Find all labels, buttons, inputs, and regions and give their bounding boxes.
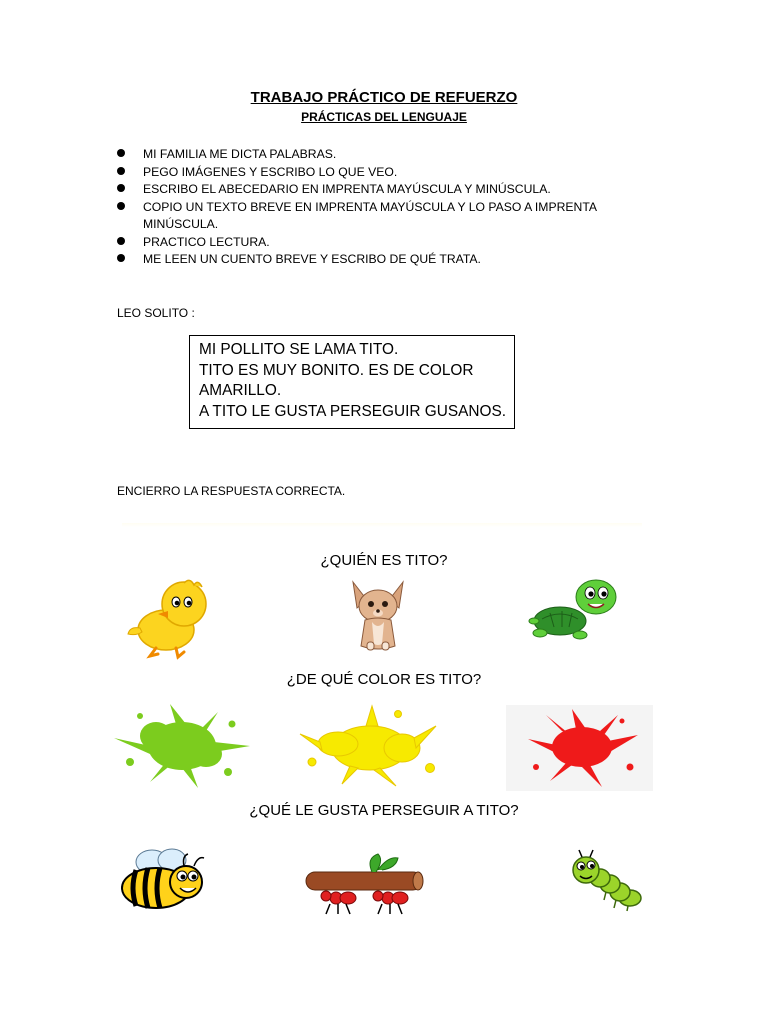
turtle-icon[interactable] (528, 575, 620, 645)
question-chase: ¿QUÉ LE GUSTA PERSEGUIR A TITO? (249, 802, 519, 819)
question-color: ¿DE QUÉ COLOR ES TITO? (286, 671, 482, 688)
image-top-border (122, 523, 642, 527)
list-item: PEGO IMÁGENES Y ESCRIBO LO QUE VEO. (117, 164, 637, 182)
red-splash-panel (506, 705, 653, 791)
page-subtitle: PRÁCTICAS DEL LENGUAJE (301, 110, 467, 124)
list-item: MI FAMILIA ME DICTA PALABRAS. (117, 146, 637, 164)
reading-line: AMARILLO. (199, 382, 282, 399)
list-item: PRACTICO LECTURA. (117, 234, 637, 252)
chick-icon[interactable] (126, 578, 218, 660)
reading-line: TITO ES MUY BONITO. ES DE COLOR (199, 361, 474, 379)
list-item: COPIO UN TEXTO BREVE EN IMPRENTA MAYÚSCULA Y LO PASO A IMPRENTA MINÚSCULA. (117, 199, 637, 234)
reading-box (189, 335, 515, 429)
red-splash-icon[interactable] (506, 705, 653, 791)
page-title: TRABAJO PRÁCTICO DE REFUERZO (250, 89, 518, 106)
list-item: ME LEEN UN CUENTO BREVE Y ESCRIBO DE QUÉ TRATA. (117, 251, 637, 269)
question-who: ¿QUIÉN ES TITO? (320, 552, 448, 569)
reading-line: A TITO LE GUSTA PERSEGUIR GUSANOS. (199, 402, 507, 420)
reading-label: LEO SOLITO : (117, 306, 195, 320)
chihuahua-icon[interactable] (345, 578, 411, 652)
green-splash-icon[interactable] (110, 702, 254, 790)
ants-icon[interactable] (302, 848, 426, 916)
worm-icon[interactable] (570, 848, 648, 912)
bee-icon[interactable] (118, 848, 210, 912)
exercise-instruction: ENCIERRO LA RESPUESTA CORRECTA. (117, 484, 346, 498)
reading-line: MI POLLITO SE LAMA TITO. (199, 341, 399, 358)
yellow-splash-icon[interactable] (298, 704, 442, 788)
list-item: ESCRIBO EL ABECEDARIO EN IMPRENTA MAYÚSCULA Y MINÚSCULA. (117, 181, 637, 199)
task-list (117, 146, 637, 269)
